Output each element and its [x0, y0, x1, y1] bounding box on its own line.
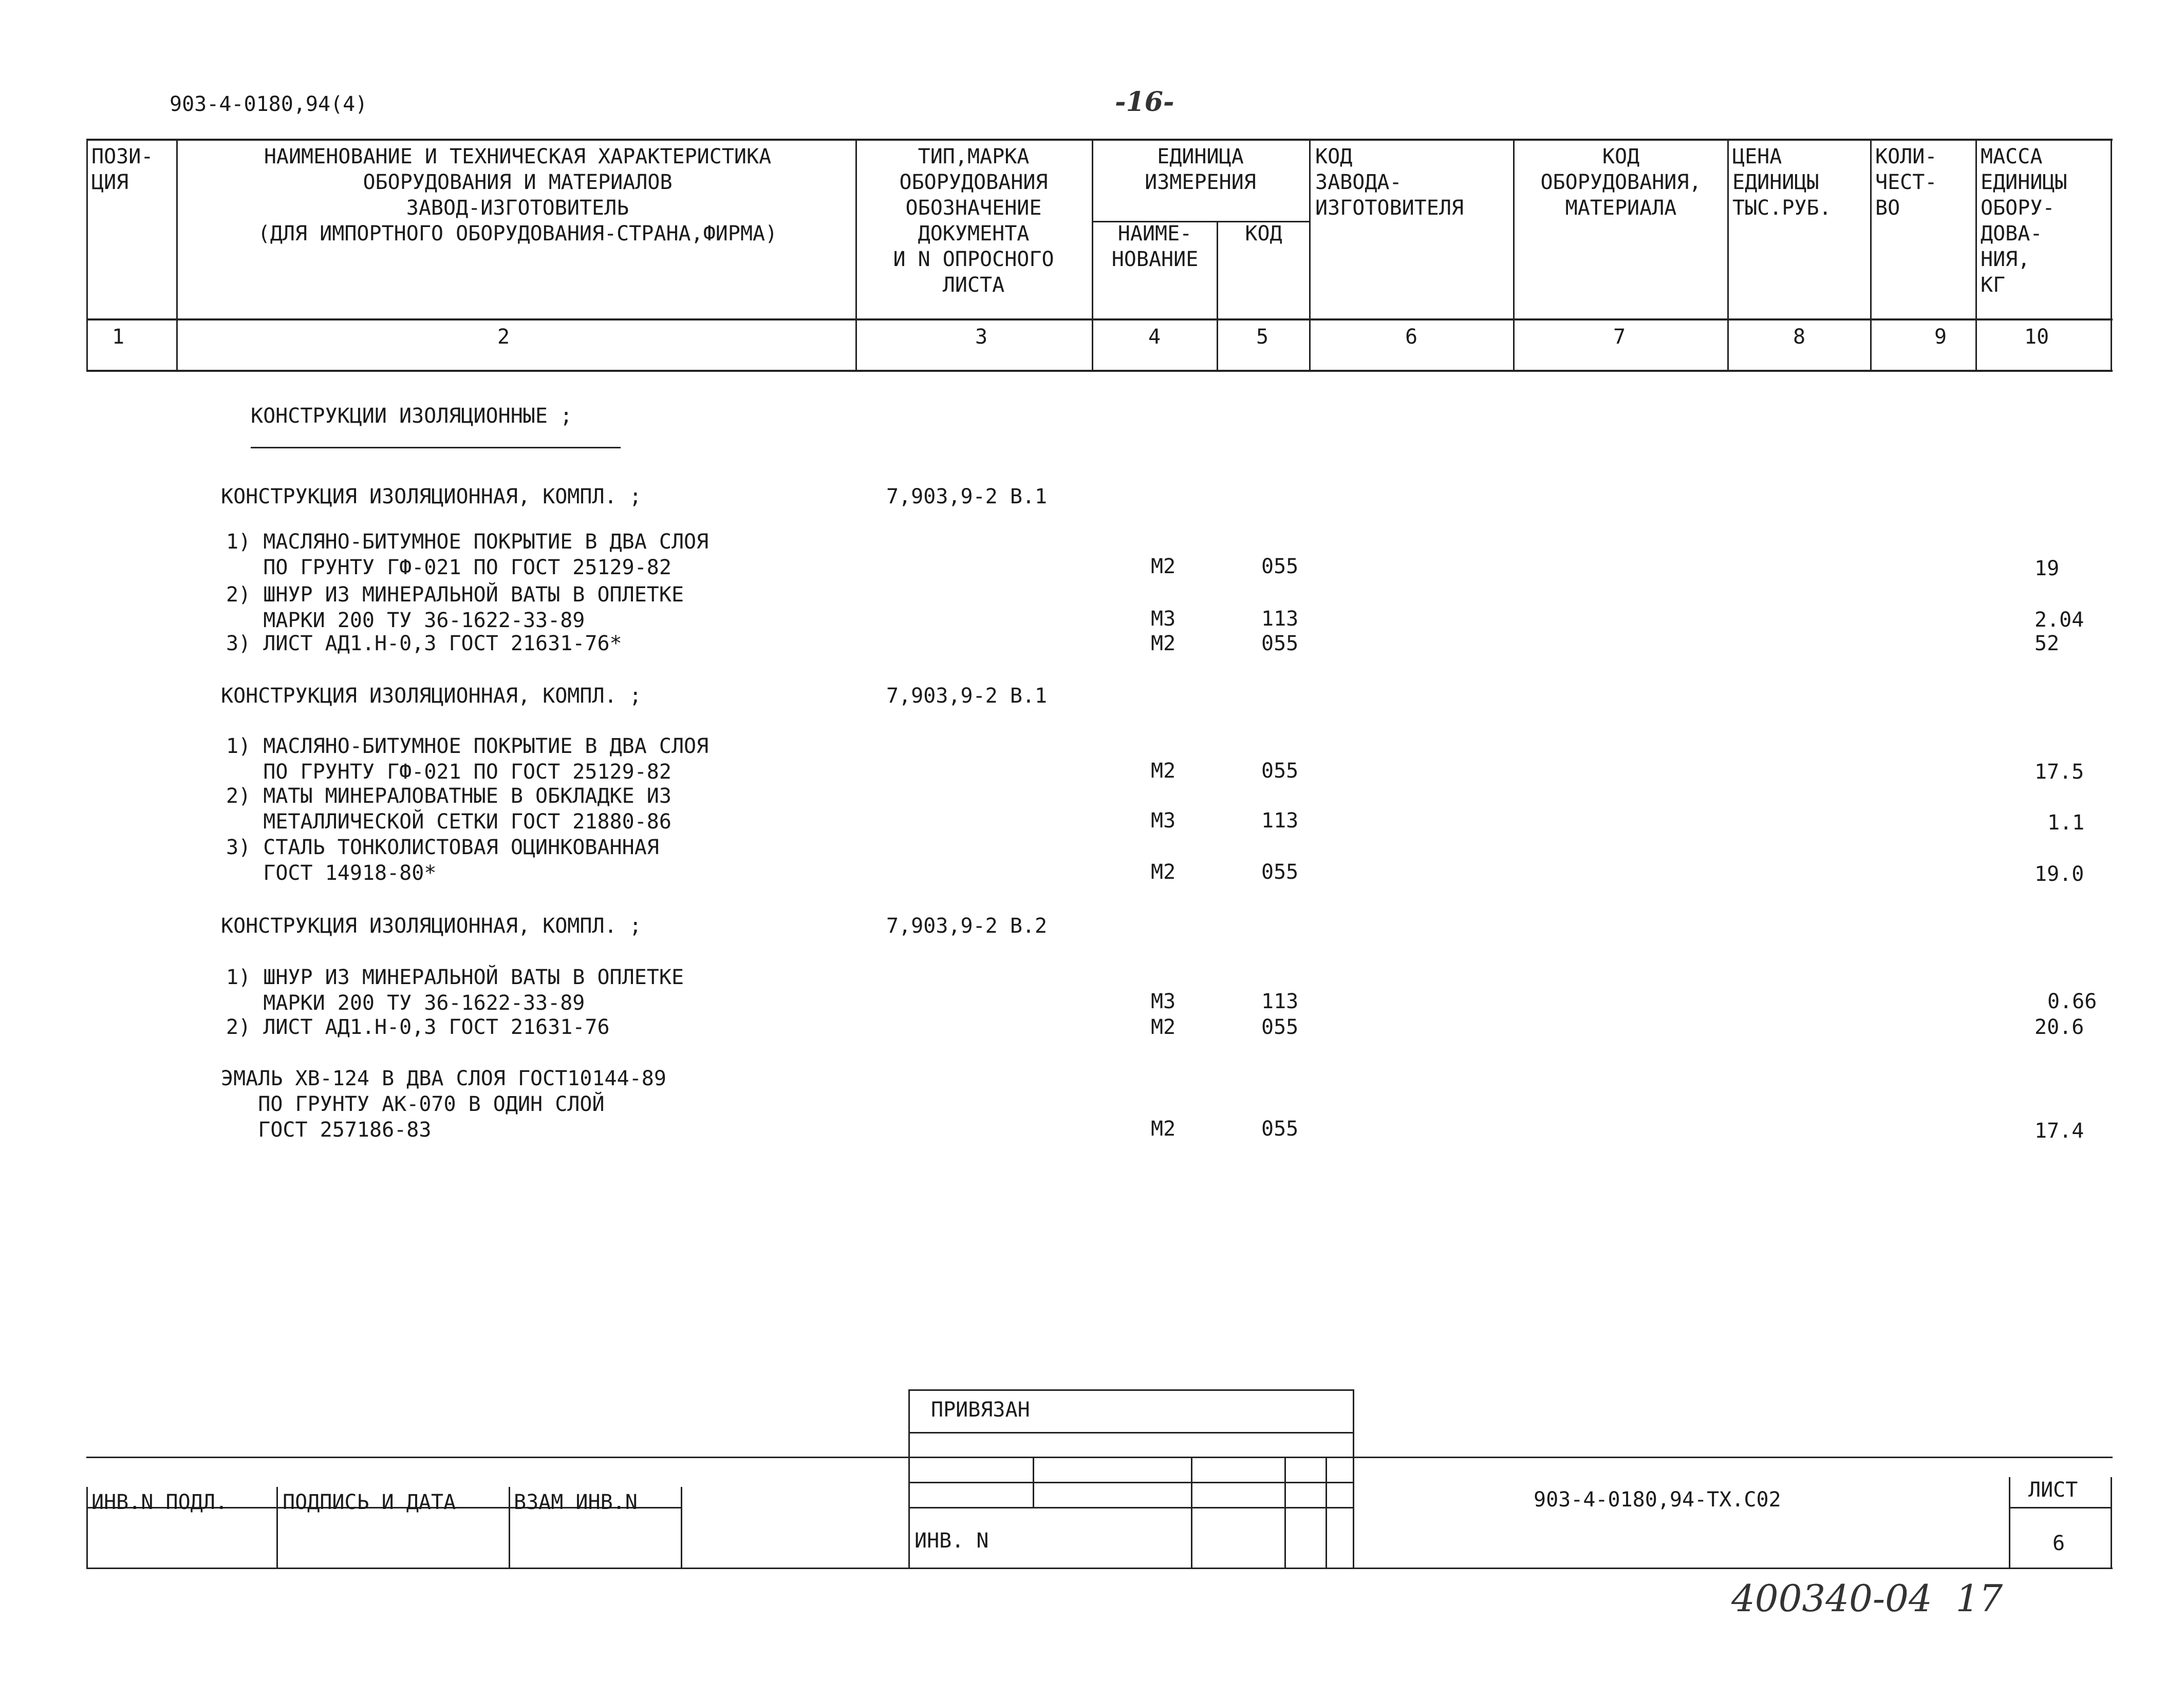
item-code: 055: [1261, 632, 1299, 655]
header-unit-name: НАИМЕ- НОВАНИЕ: [1111, 222, 1199, 271]
sheet-label: ЛИСТ: [2028, 1478, 2078, 1502]
col-number-1: 1: [112, 325, 125, 349]
inventory-label: ИНВ. N: [914, 1529, 989, 1553]
item-code: 113: [1261, 607, 1299, 631]
item-mass: 19.0: [2034, 862, 2084, 886]
item-mass: 52: [2034, 632, 2060, 655]
col-number-4: 4: [1148, 325, 1161, 349]
item-unit: М2: [1151, 860, 1176, 884]
item-mass: 20.6: [2034, 1015, 2084, 1039]
document-number: 903-4-0180,94-ТХ.С02: [1534, 1488, 1781, 1512]
item-mass: 2.04: [2034, 608, 2084, 632]
list-item: 2) МАТЫ МИНЕРАЛОВАТНЫЕ В ОБКЛАДКЕ ИЗ МЕТАЛЛИЧЕСКОЙ СЕТКИ ГОСТ 21880-86: [226, 784, 671, 834]
group-title: КОНСТРУКЦИЯ ИЗОЛЯЦИОННАЯ, КОМПЛ. ;: [221, 914, 642, 938]
header-mass: МАССА ЕДИНИЦЫ ОБОРУ- ДОВА- НИЯ, КГ: [1981, 145, 2067, 297]
header-unit-code: КОД: [1245, 222, 1282, 246]
item-mass: 17.5: [2034, 760, 2084, 784]
list-item: ЭМАЛЬ ХВ-124 В ДВА СЛОЯ ГОСТ10144-89 ПО ГРУНТУ АК-070 В ОДИН СЛОЙ ГОСТ 257186-83: [221, 1067, 666, 1142]
header-type: ТИП,МАРКА ОБОРУДОВАНИЯ ОБОЗНАЧЕНИЕ ДОКУМЕНТА И N ОПРОСНОГО ЛИСТА: [893, 145, 1054, 297]
item-code: 055: [1261, 1015, 1299, 1039]
header-price: ЦЕНА ЕДИНИЦЫ ТЫС.РУБ.: [1732, 145, 1832, 220]
stamp-sign-label: ПОДПИСЬ И ДАТА: [283, 1491, 456, 1514]
col-number-10: 10: [2024, 325, 2049, 349]
item-code: 055: [1261, 555, 1299, 578]
list-item: 2) ШНУР ИЗ МИНЕРАЛЬНОЙ ВАТЫ В ОПЛЕТКЕ МАРКИ 200 ТУ 36-1622-33-89: [226, 583, 684, 632]
list-item: 2) ЛИСТ АД1.Н-0,3 ГОСТ 21631-76: [226, 1015, 610, 1039]
stamp-replace-label: ВЗАМ ИНВ.N: [514, 1491, 638, 1514]
item-mass: 19: [2034, 557, 2060, 580]
col-number-7: 7: [1613, 325, 1626, 349]
group-type: 7,903,9-2 В.2: [886, 914, 1048, 938]
item-unit: М2: [1151, 632, 1176, 655]
header-unit: ЕДИНИЦА ИЗМЕРЕНИЯ: [1145, 145, 1256, 194]
item-unit: М2: [1151, 1117, 1176, 1141]
header-name: НАИМЕНОВАНИЕ И ТЕХНИЧЕСКАЯ ХАРАКТЕРИСТИКА ОБОРУДОВАНИЯ И МАТЕРИАЛОВ ЗАВОД-ИЗГОТОВИТЕЛЬ (ДЛЯ ИМПОРТНОГО ОБОРУДОВАНИЯ-СТРАНА,ФИРМА): [257, 145, 778, 246]
col-number-6: 6: [1405, 325, 1418, 349]
section-title: КОНСТРУКЦИИ ИЗОЛЯЦИОННЫЕ ;: [251, 404, 573, 428]
col-number-5: 5: [1256, 325, 1269, 349]
item-mass: 1.1: [2047, 811, 2085, 835]
item-unit: М2: [1151, 759, 1176, 783]
item-code: 055: [1261, 759, 1299, 783]
col-number-3: 3: [975, 325, 988, 349]
item-unit: М3: [1151, 607, 1176, 631]
group-type: 7,903,9-2 В.1: [886, 485, 1048, 508]
list-item: 3) СТАЛЬ ТОНКОЛИСТОВАЯ ОЦИНКОВАННАЯ ГОСТ 14918-80*: [226, 836, 659, 885]
col-number-2: 2: [497, 325, 510, 349]
handwritten-code: 400340-04 17: [1731, 1577, 2003, 1620]
list-item: 1) МАСЛЯНО-БИТУМНОЕ ПОКРЫТИЕ В ДВА СЛОЯ ПО ГРУНТУ ГФ-021 ПО ГОСТ 25129-82: [226, 734, 709, 784]
item-mass: 17.4: [2034, 1119, 2084, 1143]
item-code: 113: [1261, 990, 1299, 1013]
group-title: КОНСТРУКЦИЯ ИЗОЛЯЦИОННАЯ, КОМПЛ. ;: [221, 684, 642, 708]
item-code: 055: [1261, 1117, 1299, 1141]
item-code: 055: [1261, 860, 1299, 884]
list-item: 1) ШНУР ИЗ МИНЕРАЛЬНОЙ ВАТЫ В ОПЛЕТКЕ МАРКИ 200 ТУ 36-1622-33-89: [226, 966, 684, 1015]
header-quantity: КОЛИ- ЧЕСТ- ВО: [1875, 145, 1937, 220]
col-number-8: 8: [1793, 325, 1806, 349]
group-type: 7,903,9-2 В.1: [886, 684, 1048, 708]
item-mass: 0.66: [2047, 990, 2097, 1013]
list-item: 3) ЛИСТ АД1.Н-0,3 ГОСТ 21631-76*: [226, 632, 622, 655]
group-title: КОНСТРУКЦИЯ ИЗОЛЯЦИОННАЯ, КОМПЛ. ;: [221, 485, 642, 508]
document-code: 903-4-0180,94(4): [170, 92, 368, 116]
item-unit: М2: [1151, 1015, 1176, 1039]
item-unit: М2: [1151, 555, 1176, 578]
header-factory-code: КОД ЗАВОДА- ИЗГОТОВИТЕЛЯ: [1315, 145, 1464, 220]
binding-label: ПРИВЯЗАН: [931, 1398, 1030, 1422]
item-unit: М3: [1151, 990, 1176, 1013]
sheet-number: 6: [2052, 1532, 2065, 1555]
header-position: ПОЗИ- ЦИЯ: [91, 145, 154, 194]
list-item: 1) МАСЛЯНО-БИТУМНОЕ ПОКРЫТИЕ В ДВА СЛОЯ ПО ГРУНТУ ГФ-021 ПО ГОСТ 25129-82: [226, 530, 709, 579]
item-code: 113: [1261, 809, 1299, 833]
col-number-9: 9: [1934, 325, 1947, 349]
item-unit: М3: [1151, 809, 1176, 833]
page-number-handwritten: -16-: [1115, 86, 1174, 118]
stamp-inv-label: ИНВ.N ПОДЛ.: [91, 1491, 228, 1514]
header-material-code: КОД ОБОРУДОВАНИЯ, МАТЕРИАЛА: [1540, 145, 1702, 220]
